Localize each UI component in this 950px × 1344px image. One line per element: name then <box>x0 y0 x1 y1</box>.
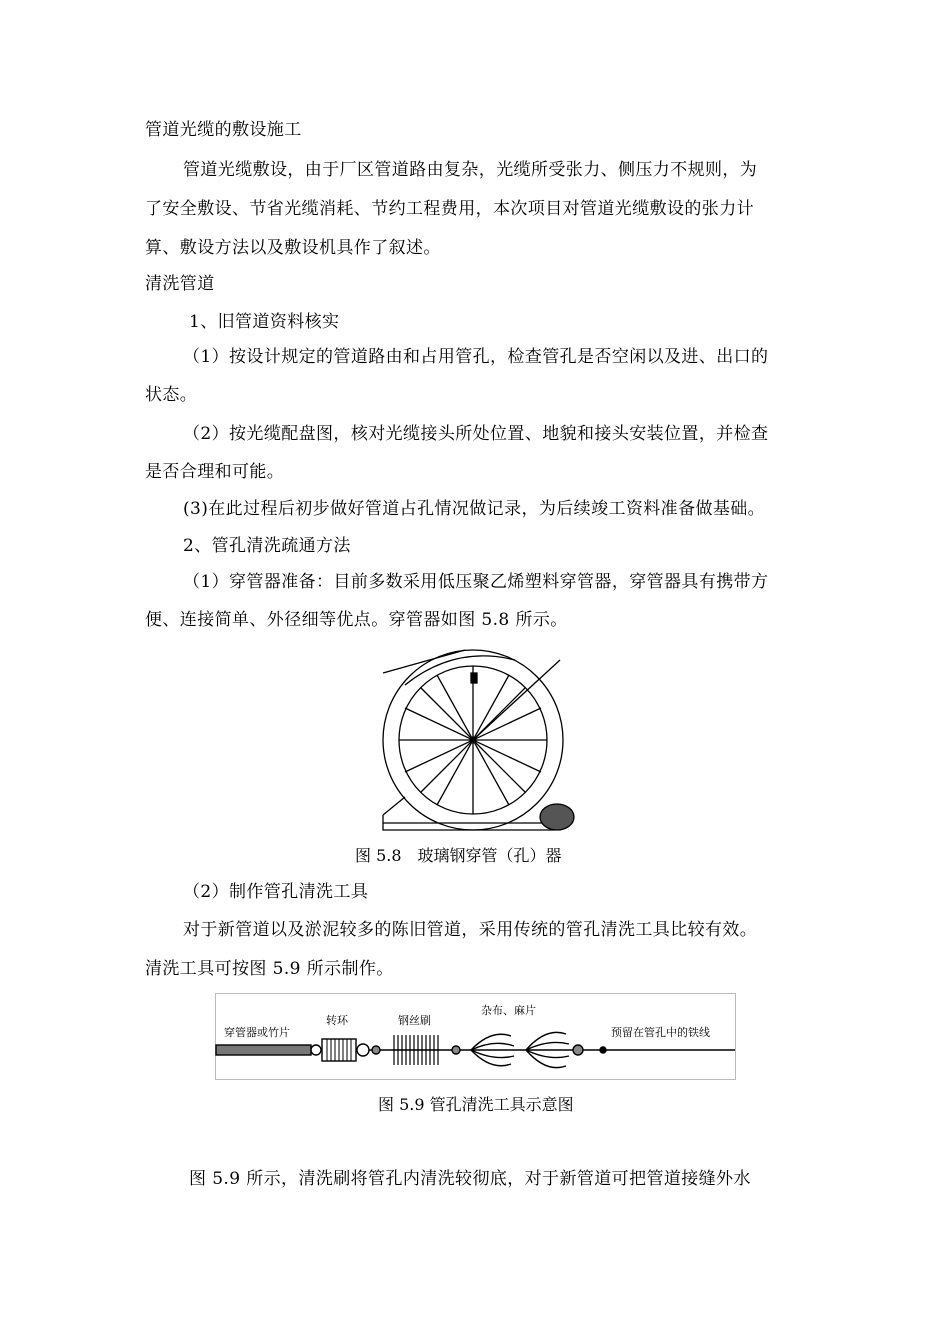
item1-p1-line-1: （1）按设计规定的管道路由和占用管孔，检查管孔是否空闲以及进、出口的 <box>183 347 769 367</box>
item2-p3-line-2: 清洗工具可按图 5.9 所示制作。 <box>145 959 394 979</box>
rod-segment <box>216 1045 311 1055</box>
rod-coil <box>540 804 574 830</box>
item1-p2-line-2: 是否合理和可能。 <box>145 462 285 482</box>
swivel-coils <box>327 1039 351 1061</box>
label-swivel: 转环 <box>326 1014 348 1027</box>
item2-p1-line-2: 便、连接简单、外径细等优点。穿管器如图 5.8 所示。 <box>145 610 568 630</box>
item1-p1-line-2: 状态。 <box>145 385 198 405</box>
item2-p1-line-1: （1）穿管器准备：目前多数采用低压聚乙烯塑料穿管器，穿管器具有携带方 <box>183 572 769 592</box>
label-rags: 杂布、麻片 <box>481 1004 536 1017</box>
item2-p3-line-1: 对于新管道以及淤泥较多的陈旧管道，采用传统的管孔清洗工具比较有效。 <box>183 920 758 940</box>
section-title: 清洗管道 <box>145 274 215 294</box>
rod-guide <box>473 660 560 740</box>
rod-end <box>383 650 465 673</box>
rod-clip <box>471 673 477 683</box>
label-wire: 预留在管孔中的铁线 <box>611 1026 710 1039</box>
intro-line-2: 了安全敷设、节省光缆消耗、节约工程费用，本次项目对管道光缆敷设的张力计 <box>145 199 754 219</box>
swivel-joint <box>311 1045 321 1055</box>
item1-p2-line-1: （2）按光缆配盘图，核对光缆接头所处位置、地貌和接头安装位置，并检查 <box>183 424 769 444</box>
page-heading: 管道光缆的敷设施工 <box>145 120 302 140</box>
figure-5-8-duct-rodder <box>365 645 585 840</box>
label-rod: 穿管器或竹片 <box>224 1026 290 1039</box>
figure-5-9-cleaning-tool <box>215 993 736 1080</box>
figure-5-8-caption: 图 5.8 玻璃钢穿管（孔）器 <box>355 846 562 865</box>
item2-title: 2、管孔清洗疏通方法 <box>183 536 351 556</box>
item2-p2-title: （2）制作管孔清洗工具 <box>183 882 369 902</box>
item2-p4-line-1: 图 5.9 所示，清洗刷将管孔内清洗较彻底，对于新管道可把管道接缝外水 <box>189 1169 751 1189</box>
intro-line-1: 管道光缆敷设，由于厂区管道路由复杂，光缆所受张力、侧压力不规则，为 <box>183 160 758 180</box>
label-brush: 钢丝刷 <box>398 1014 431 1027</box>
item1-p3: (3)在此过程后初步做好管道占孔情况做记录，为后续竣工资料准备做基础。 <box>183 499 766 519</box>
item1-title: 1、旧管道资料核实 <box>189 312 340 332</box>
intro-line-3: 算、敷设方法以及敷设机具作了叙述。 <box>145 238 441 258</box>
figure-5-9-caption: 图 5.9 管孔清洗工具示意图 <box>378 1095 574 1114</box>
